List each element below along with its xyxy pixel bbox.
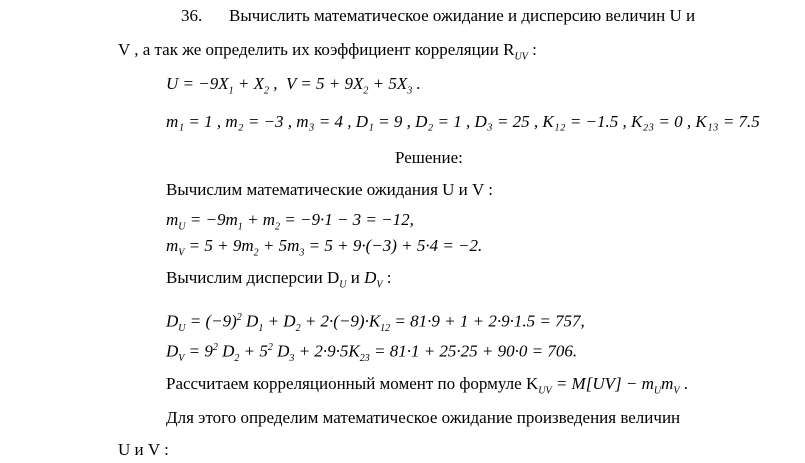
expectation-u: $m_U = -9m_1 + m_2 = -9\cdot 1 - 3 = -12$, — [166, 210, 414, 233]
solution-step-2: Вычислим дисперсии $D_U$ и $D_V$ : — [166, 268, 392, 291]
problem-text-2: V , а так же определить их коэффициент корреляции R — [118, 40, 515, 59]
expectation-v: $m_V = 5 + 9m_2 + 5m_3 = 5 + 9\cdot(-3) + 5\cdot 4 = -2$. — [166, 236, 483, 259]
formula-u-v: $U = -9X_1 + X_2$ , $V = 5 + 9X_2 + 5X_3$ . — [166, 74, 421, 97]
given-values: m₁ = 1 , m₂ = −3 , m₃ = 4 , D₁ = 9 , D₂ = 1 , D₃ = 25 , K₁₂ = −1.5 , K₂₃ = 0 , K₁₃ = 7.5 — [166, 112, 760, 131]
problem-statement-line-1 — [181, 6, 695, 26]
solution-step-3: Рассчитаем корреляционный момент по формуле $K_{UV} = M[UV] - m_Um_V$ . — [166, 374, 688, 397]
solution-step-1: Вычислим математические ожидания U и V : — [166, 180, 493, 199]
problem-number: 36. — [181, 6, 203, 25]
variance-u: $D_U = (-9)^2$ $D_1 + D_2 + 2\cdot(-9)\cdot K_{12} = 81\cdot 9 + 1 + 2\cdot 9\cdot 1.5 = 757$, — [166, 311, 585, 335]
solution-step-4: Для этого определим математическое ожидание произведения величин — [166, 408, 681, 427]
problem-text-1: Вычислить математическое ожидание и дисперсию величин U и — [229, 6, 696, 25]
problem-statement-line-2: V , а так же определить их коэффициент корреляции $R_{UV}$ : — [118, 40, 537, 63]
solution-step-5: U и V : — [118, 440, 169, 459]
variance-v: $D_V = 9^2$ $D_2 + 5^2$ $D_3 + 2\cdot 9\cdot 5K_{23} = 81\cdot 1 + 25\cdot 25 + 90\cdot 0 = 706$. — [166, 341, 578, 365]
correlation-subscript: UV — [514, 51, 528, 63]
solution-heading: Решение: — [395, 148, 463, 167]
